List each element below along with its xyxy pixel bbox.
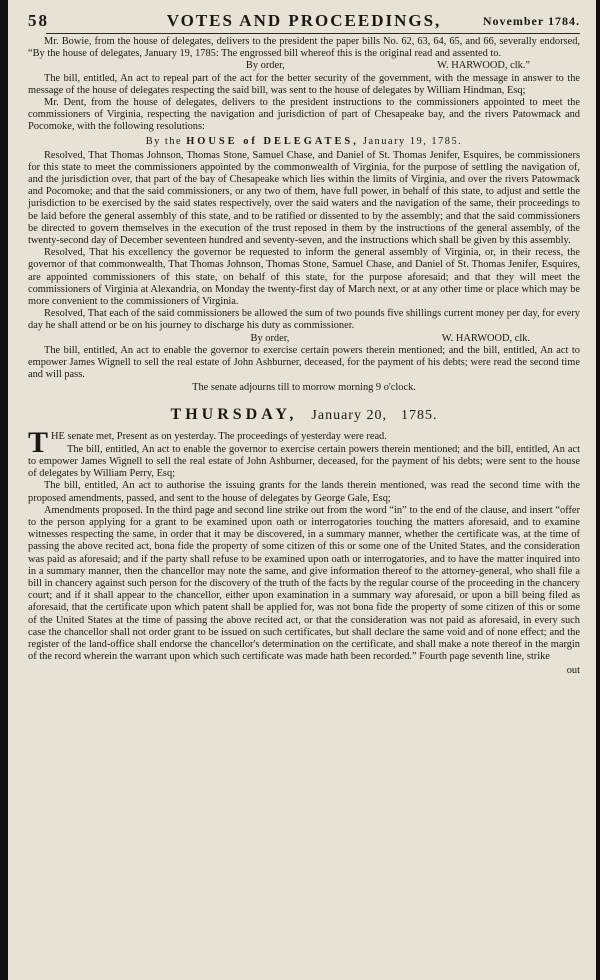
adjournment-notice: The senate adjourns till to morrow morning 9 o'clock. — [192, 382, 416, 394]
paragraph-grants-bill: The bill, entitled, An act to authorise the issuing grants for the lands therein mentioned, was read the second time with the proposed amendments, passed, and sent to the house of delegates by George Gale, Esq; — [28, 480, 580, 504]
paragraph-senate-met — [28, 426, 580, 460]
header-date: November 1784. — [482, 14, 580, 28]
paragraph-amendments: Amendments proposed. In the third page and second line strike out from the word “in” to the end of the clause, and insert “offer to the person applying for a grant to be examined upon oath or interrogatories touching the matters aforesaid, and to examine witnesses respecting the same, in order that it may be discovered, in a summary manner, whether the certificate was, at the time of passing the above recited act, bona fide the property of some citizen of this or some one of the United States, and the consideration was paid as aforesaid; and if the party shall refuse to be examined upon oath or interrogatories, and to have the matter inquired into in a summary manner, then the chancellor may note the same, and give information thereof to the attorney-general, who shall file a bill in chancery against such person for the discovery of the truth of the facts by the regular course of the proceeding in the chancery court; and if it shall appear to the chancellor, either upon examination in a summary way aforesaid, or upon a bill being filed as aforesaid, that the certificate upon which patent shall be applied for, was not bona fide the property of some citizen of this or some of the United States at the time of passing the above recited act, or that the consideration was not paid as aforesaid, in every such case the chancellor shall not order grant to be issued on such certificates, but shall declare the same void and of none effect; and the register of the land-office shall endorse the chancellor's determination on the certificate, and shall make a note thereof in the margin of the record wherein the warrant upon which such certificate was made hath been recorded.” Fourth page seventh line, strike — [28, 504, 580, 663]
paragraph-bowie: Mr. Bowie, from the house of delegates, delivers to the president the paper bills No. 62, 63, 64, 65, and 66, severally endorsed, “By the house of delegates, January 19, 1785: The engrossed bill whereof this is the original read and assented to. — [28, 36, 580, 60]
signature-harwood-2 — [28, 333, 580, 345]
signature-clerk-name: W. HARWOOD, clk.” — [437, 60, 530, 72]
resolution-1: Resolved, That Thomas Johnson, Thomas Stone, Samuel Chase, and Daniel of St. Thomas Jenifer, Esquires, be commissioners for this state to meet the commissioners appointed by the commonwealth of Virginia, for the purpose of settling the navigation of, and the jurisdiction over, that part of the bay of Chesapeake which lies within the limits of Virginia, and over the rivers Patowmack and Pocomoke; and that the said commissioners, or any two of them, have full power, in behalf of this state, to adjust and settle the jurisdiction to be exercised by the said states respectively, over the said waters and the navigation of the same, their proceedings to be laid before the general assembly of this state, and to be ratified or dissented to by the assembly; and that the said commissioners be directed to govern themselves in the execution of the trust reposed in them by the instructions of the general assembly, of the twenty-second day of December seventeen hundred and seventy-seven, and the instructions which shall be given by this assembly. — [28, 149, 580, 247]
signature-by-order: By order, — [250, 332, 290, 344]
paragraph-senate-met-text: HE senate met, Present as on yesterday. The proceedings of yesterday were read. — [51, 431, 387, 443]
day-heading — [28, 400, 580, 431]
resolution-heading-date: January 19, 1785. — [362, 135, 463, 147]
signature-harwood-1 — [28, 60, 580, 72]
day-heading-year: 1785. — [400, 408, 438, 424]
day-heading-date: January 20, — [311, 408, 387, 424]
page-title: VOTES AND PROCEEDINGS, — [166, 11, 442, 30]
resolution-heading — [28, 134, 580, 150]
paragraph-dent-instructions: Mr. Dent, from the house of delegates, delivers to the president instructions to the commissioners appointed to meet the commissioners of Virginia, respecting the navigation and jurisdiction of part of Chesapeake bay, and the rivers Patowmack and Pocomoke, with the following resolutions: — [28, 97, 580, 133]
header-rule — [46, 33, 580, 34]
resolution-heading-body: HOUSE of DELEGATES, — [186, 135, 359, 147]
page-header — [28, 6, 580, 36]
paragraph-bills-sent: The bill, entitled, An act to enable the governor to exercise certain powers therein mentioned; and the bill, entitled, An act to empower James Wignell to sell the real estate of John Ashburner, deceased, for the payment of his debts; were sent to the house of delegates by William Perry, Esq; — [28, 443, 580, 480]
resolution-3: Resolved, That each of the said commissioners be allowed the sum of two pounds five shillings current money per day, for every day he shall attend or be on his journey to discharge his duty as commissioner. — [28, 308, 580, 332]
page-number: 58 — [28, 11, 49, 30]
signature-by-order: By order, — [245, 60, 285, 72]
resolution-2: Resolved, That his excellency the governor be requested to inform the general assembly of Virginia, or, in their recess, the governor of that commonwealth, That Thomas Johnson, Thomas Stone, Samuel Chase, and Daniel of St. Thomas Jenifer, Esquires, are appointed commissioners of this state, on behalf of this state, for the purpose aforesaid; and that they will meet the commissioners of Virginia at Alexandria, on Monday the twenty-first day of March next, or at any other time or place which may be more convenient to the commissioners of Virginia. — [28, 247, 580, 308]
resolution-heading-prefix: By the — [145, 135, 183, 147]
catchword: out — [566, 665, 580, 677]
signature-clerk-name: W. HARWOOD, clk. — [441, 332, 530, 344]
paragraph-repeal-bill: The bill, entitled, An act to repeal part of the act for the better security of the government, with the message in answer to the message of the house of delegates respecting the said bill, was sent to the house of delegates by William Hindman, Esq; — [28, 72, 580, 96]
document-page — [8, 0, 596, 980]
paragraph-bills-second-reading: The bill, entitled, An act to enable the governor to exercise certain powers therein mentioned; and the bill, entitled, An act to empower James Wignell to sell the real estate of John Ashburner, deceased, for the payment of his debts; were read the second time and will pass. — [28, 344, 580, 381]
day-heading-day: THURSDAY, — [170, 406, 298, 424]
drop-cap: T — [28, 426, 49, 460]
